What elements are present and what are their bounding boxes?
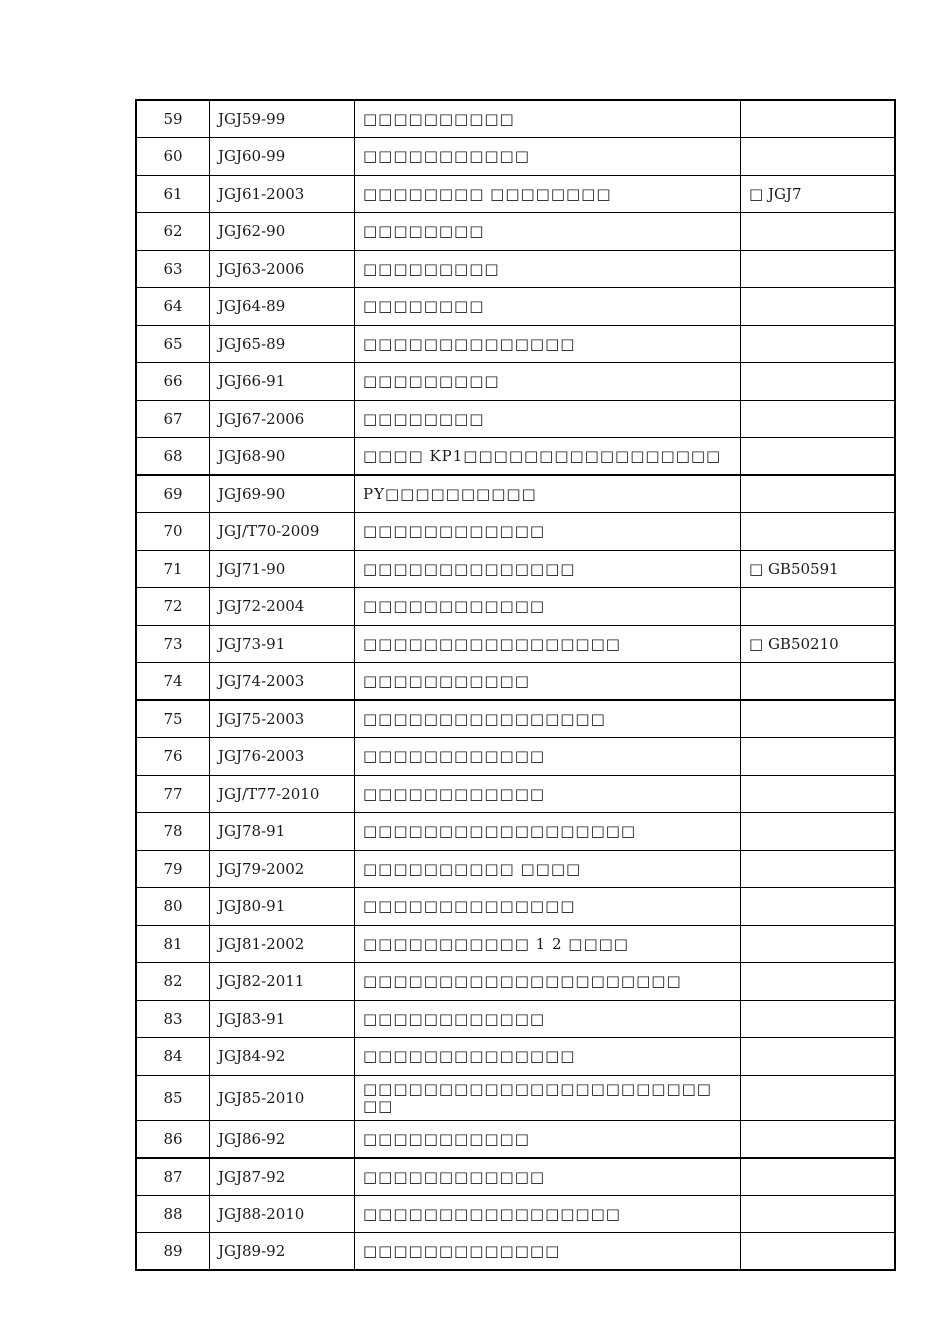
row-number-cell: 65 bbox=[136, 325, 210, 363]
table-row bbox=[136, 888, 895, 926]
note-cell bbox=[741, 1120, 896, 1158]
standard-code-cell: JGJ76-2003 bbox=[210, 738, 355, 776]
standard-name-cell: □□□□□□□□□ bbox=[355, 250, 741, 288]
note-cell bbox=[741, 1000, 896, 1038]
standard-name-cell: □□□□□□□□□□ □□□□ bbox=[355, 850, 741, 888]
standard-name-cell: □□□□□□□□ bbox=[355, 213, 741, 251]
standard-code-cell: JGJ68-90 bbox=[210, 438, 355, 476]
standards-table bbox=[135, 99, 896, 1271]
table-row bbox=[136, 1075, 895, 1120]
table-row bbox=[136, 550, 895, 588]
standard-code-cell: JGJ88-2010 bbox=[210, 1195, 355, 1233]
table-row bbox=[136, 138, 895, 176]
row-number-cell: 63 bbox=[136, 250, 210, 288]
standard-code-cell: JGJ80-91 bbox=[210, 888, 355, 926]
table-row bbox=[136, 663, 895, 701]
standard-name-cell: □□□□□□□□□□□□□□ bbox=[355, 888, 741, 926]
note-cell bbox=[741, 1233, 896, 1271]
row-number-cell: 61 bbox=[136, 175, 210, 213]
note-cell bbox=[741, 775, 896, 813]
standard-name-cell: □□□□□□□□□□□□□□□□ bbox=[355, 700, 741, 738]
note-cell bbox=[741, 1195, 896, 1233]
row-number-cell: 68 bbox=[136, 438, 210, 476]
table-row bbox=[136, 250, 895, 288]
standard-name-cell: □□□□□□□□□□□□ bbox=[355, 1158, 741, 1196]
table-row bbox=[136, 325, 895, 363]
standards-table-body bbox=[136, 100, 895, 1270]
table-row bbox=[136, 1233, 895, 1271]
row-number-cell: 77 bbox=[136, 775, 210, 813]
note-cell bbox=[741, 250, 896, 288]
standard-name-cell: □□□□□□□□□□□□□ bbox=[355, 1233, 741, 1271]
standard-name-cell: □□□□□□□□□□□□ bbox=[355, 1000, 741, 1038]
row-number-cell: 81 bbox=[136, 925, 210, 963]
row-number-cell: 59 bbox=[136, 100, 210, 138]
standard-code-cell: JGJ67-2006 bbox=[210, 400, 355, 438]
table-row bbox=[136, 100, 895, 138]
note-cell bbox=[741, 475, 896, 513]
row-number-cell: 79 bbox=[136, 850, 210, 888]
standard-name-cell: □□□□□□□□□□□ bbox=[355, 138, 741, 176]
standard-code-cell: JGJ85-2010 bbox=[210, 1075, 355, 1120]
table-row bbox=[136, 700, 895, 738]
standard-name-cell: □□□□ KP1□□□□□□□□□□□□□□□□□ bbox=[355, 438, 741, 476]
standard-name-cell: □□□□□□□□□□□□□□□□□□□□□□□ □□ bbox=[355, 1075, 741, 1120]
standard-code-cell: JGJ82-2011 bbox=[210, 963, 355, 1001]
note-cell bbox=[741, 925, 896, 963]
row-number-cell: 87 bbox=[136, 1158, 210, 1196]
row-number-cell: 83 bbox=[136, 1000, 210, 1038]
standard-code-cell: JGJ72-2004 bbox=[210, 588, 355, 626]
table-row bbox=[136, 213, 895, 251]
table-row bbox=[136, 925, 895, 963]
standard-name-cell: □□□□□□□□□□□□ bbox=[355, 513, 741, 551]
note-cell bbox=[741, 963, 896, 1001]
standard-code-cell: JGJ84-92 bbox=[210, 1038, 355, 1076]
note-cell bbox=[741, 850, 896, 888]
row-number-cell: 78 bbox=[136, 813, 210, 851]
note-cell bbox=[741, 888, 896, 926]
note-cell bbox=[741, 1038, 896, 1076]
note-cell bbox=[741, 325, 896, 363]
standard-name-cell: □□□□□□□□□□□□□□ bbox=[355, 1038, 741, 1076]
standard-name-cell: □□□□□□□□□□□□□□ bbox=[355, 550, 741, 588]
standard-code-cell: JGJ60-99 bbox=[210, 138, 355, 176]
standard-code-cell: JGJ59-99 bbox=[210, 100, 355, 138]
standard-code-cell: JGJ/T77-2010 bbox=[210, 775, 355, 813]
row-number-cell: 84 bbox=[136, 1038, 210, 1076]
row-number-cell: 66 bbox=[136, 363, 210, 401]
row-number-cell: 89 bbox=[136, 1233, 210, 1271]
standard-code-cell: JGJ65-89 bbox=[210, 325, 355, 363]
table-row bbox=[136, 1120, 895, 1158]
row-number-cell: 75 bbox=[136, 700, 210, 738]
row-number-cell: 72 bbox=[136, 588, 210, 626]
note-cell bbox=[741, 663, 896, 701]
note-cell bbox=[741, 1158, 896, 1196]
table-row bbox=[136, 363, 895, 401]
standard-name-cell: □□□□□□□□□□□□ bbox=[355, 588, 741, 626]
table-row bbox=[136, 1158, 895, 1196]
table-row bbox=[136, 1000, 895, 1038]
row-number-cell: 71 bbox=[136, 550, 210, 588]
standard-code-cell: JGJ87-92 bbox=[210, 1158, 355, 1196]
standard-name-cell: □□□□□□□□□□□□□□ bbox=[355, 325, 741, 363]
standard-code-cell: JGJ78-91 bbox=[210, 813, 355, 851]
row-number-cell: 73 bbox=[136, 625, 210, 663]
standard-name-cell: □□□□□□□□□□□□ bbox=[355, 775, 741, 813]
standard-name-cell: □□□□□□□□□□□□□□□□□□□□□ bbox=[355, 963, 741, 1001]
table-row bbox=[136, 288, 895, 326]
note-cell bbox=[741, 738, 896, 776]
standard-code-cell: JGJ63-2006 bbox=[210, 250, 355, 288]
note-cell bbox=[741, 100, 896, 138]
note-cell: □ GB50591 bbox=[741, 550, 896, 588]
standard-code-cell: JGJ73-91 bbox=[210, 625, 355, 663]
standard-name-cell: □□□□□□□□□□□ bbox=[355, 1120, 741, 1158]
note-cell bbox=[741, 700, 896, 738]
row-number-cell: 80 bbox=[136, 888, 210, 926]
note-cell bbox=[741, 588, 896, 626]
standard-name-cell: □□□□□□□□□□□□ bbox=[355, 738, 741, 776]
note-cell bbox=[741, 400, 896, 438]
standard-name-cell: □□□□□□□□□□□□□□□□□ bbox=[355, 625, 741, 663]
standard-name-cell: □□□□□□□□ □□□□□□□□ bbox=[355, 175, 741, 213]
row-number-cell: 82 bbox=[136, 963, 210, 1001]
row-number-cell: 76 bbox=[136, 738, 210, 776]
table-row bbox=[136, 513, 895, 551]
standard-code-cell: JGJ75-2003 bbox=[210, 700, 355, 738]
note-cell: □ JGJ7 bbox=[741, 175, 896, 213]
table-row bbox=[136, 175, 895, 213]
standard-name-cell: PY□□□□□□□□□□ bbox=[355, 475, 741, 513]
standard-name-cell: □□□□□□□□ bbox=[355, 400, 741, 438]
row-number-cell: 62 bbox=[136, 213, 210, 251]
row-number-cell: 85 bbox=[136, 1075, 210, 1120]
standard-code-cell: JGJ/T70-2009 bbox=[210, 513, 355, 551]
row-number-cell: 70 bbox=[136, 513, 210, 551]
standard-name-cell: □□□□□□□□ bbox=[355, 288, 741, 326]
table-row bbox=[136, 400, 895, 438]
standard-code-cell: JGJ74-2003 bbox=[210, 663, 355, 701]
table-row bbox=[136, 1195, 895, 1233]
table-row bbox=[136, 438, 895, 476]
note-cell bbox=[741, 813, 896, 851]
row-number-cell: 88 bbox=[136, 1195, 210, 1233]
standard-code-cell: JGJ71-90 bbox=[210, 550, 355, 588]
table-row bbox=[136, 813, 895, 851]
standard-code-cell: JGJ83-91 bbox=[210, 1000, 355, 1038]
note-cell bbox=[741, 438, 896, 476]
note-cell bbox=[741, 288, 896, 326]
standard-code-cell: JGJ81-2002 bbox=[210, 925, 355, 963]
row-number-cell: 60 bbox=[136, 138, 210, 176]
table-row bbox=[136, 850, 895, 888]
standard-name-cell: □□□□□□□□□□□ bbox=[355, 663, 741, 701]
standard-code-cell: JGJ66-91 bbox=[210, 363, 355, 401]
standard-name-cell: □□□□□□□□□□□ 1 2 □□□□ bbox=[355, 925, 741, 963]
table-row bbox=[136, 588, 895, 626]
row-number-cell: 67 bbox=[136, 400, 210, 438]
standard-code-cell: JGJ79-2002 bbox=[210, 850, 355, 888]
row-number-cell: 74 bbox=[136, 663, 210, 701]
note-cell bbox=[741, 363, 896, 401]
standard-code-cell: JGJ86-92 bbox=[210, 1120, 355, 1158]
row-number-cell: 86 bbox=[136, 1120, 210, 1158]
row-number-cell: 69 bbox=[136, 475, 210, 513]
note-cell bbox=[741, 138, 896, 176]
note-cell: □ GB50210 bbox=[741, 625, 896, 663]
table-row bbox=[136, 775, 895, 813]
table-row bbox=[136, 738, 895, 776]
standard-name-cell: □□□□□□□□□□ bbox=[355, 100, 741, 138]
table-row bbox=[136, 1038, 895, 1076]
note-cell bbox=[741, 213, 896, 251]
standard-code-cell: JGJ61-2003 bbox=[210, 175, 355, 213]
standard-name-cell: □□□□□□□□□□□□□□□□□□ bbox=[355, 813, 741, 851]
note-cell bbox=[741, 513, 896, 551]
standard-code-cell: JGJ64-89 bbox=[210, 288, 355, 326]
standard-name-cell: □□□□□□□□□□□□□□□□□ bbox=[355, 1195, 741, 1233]
standard-code-cell: JGJ62-90 bbox=[210, 213, 355, 251]
standard-name-cell: □□□□□□□□□ bbox=[355, 363, 741, 401]
table-row bbox=[136, 625, 895, 663]
standard-code-cell: JGJ69-90 bbox=[210, 475, 355, 513]
table-row bbox=[136, 963, 895, 1001]
table-row bbox=[136, 475, 895, 513]
row-number-cell: 64 bbox=[136, 288, 210, 326]
standard-code-cell: JGJ89-92 bbox=[210, 1233, 355, 1271]
note-cell bbox=[741, 1075, 896, 1120]
